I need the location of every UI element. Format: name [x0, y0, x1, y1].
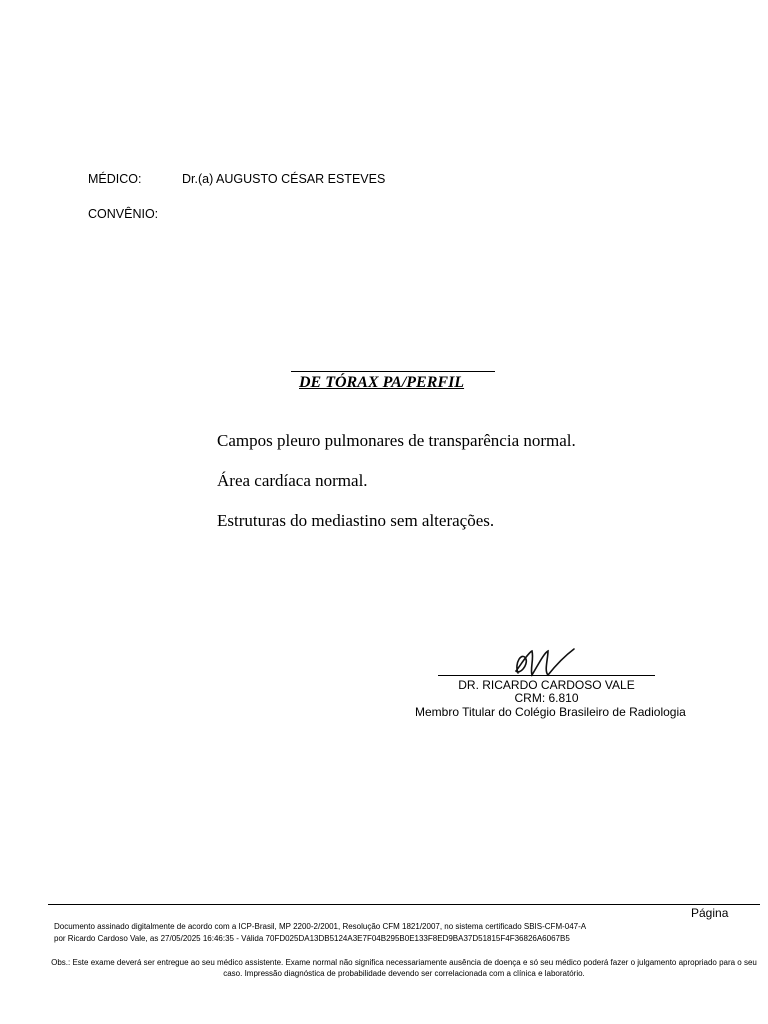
medico-value: Dr.(a) AUGUSTO CÉSAR ESTEVES [182, 172, 386, 186]
signer-title: Membro Titular do Colégio Brasileiro de Radiologia [415, 705, 686, 719]
signer-crm: CRM: 6.810 [514, 691, 579, 705]
title-rule [291, 371, 495, 372]
digital-signature-line-2: por Ricardo Cardoso Vale, as 27/05/2025 16:46:35 - Válida 70FD025DA13DB5124A3E7F04B295B0E133F8ED9BA37D51815F4F36826A6067B5 [54, 934, 570, 943]
signer-name: DR. RICARDO CARDOSO VALE [458, 678, 635, 692]
digital-signature-line-1: Documento assinado digitalmente de acordo com a ICP-Brasil, MP 2200-2/2001, Resolução CFM 1821/2007, no sistema certificado SBIS-CFM-047-A [54, 922, 587, 931]
medico-label: MÉDICO: [88, 172, 142, 186]
convenio-label: CONVÊNIO: [88, 207, 159, 221]
exam-title: DE TÓRAX PA/PERFIL [299, 374, 465, 391]
footer-rule [48, 904, 760, 905]
page-label: Página [691, 906, 729, 920]
finding-item: Estruturas do mediastino sem alterações. [217, 511, 495, 530]
signature-line [438, 675, 655, 676]
finding-item: Área cardíaca normal. [217, 471, 368, 490]
finding-item: Campos pleuro pulmonares de transparência normal. [217, 431, 576, 450]
observation-note: Obs.: Este exame deverá ser entregue ao seu médico assistente. Exame normal não significa necessariamente ausência de doença e só seu médico poderá fazer o julgamento apropriado para o seu caso. Impressão diagnóstica de probabilidade devendo ser correlacionada com a clínica e laboratório. [51, 958, 757, 978]
